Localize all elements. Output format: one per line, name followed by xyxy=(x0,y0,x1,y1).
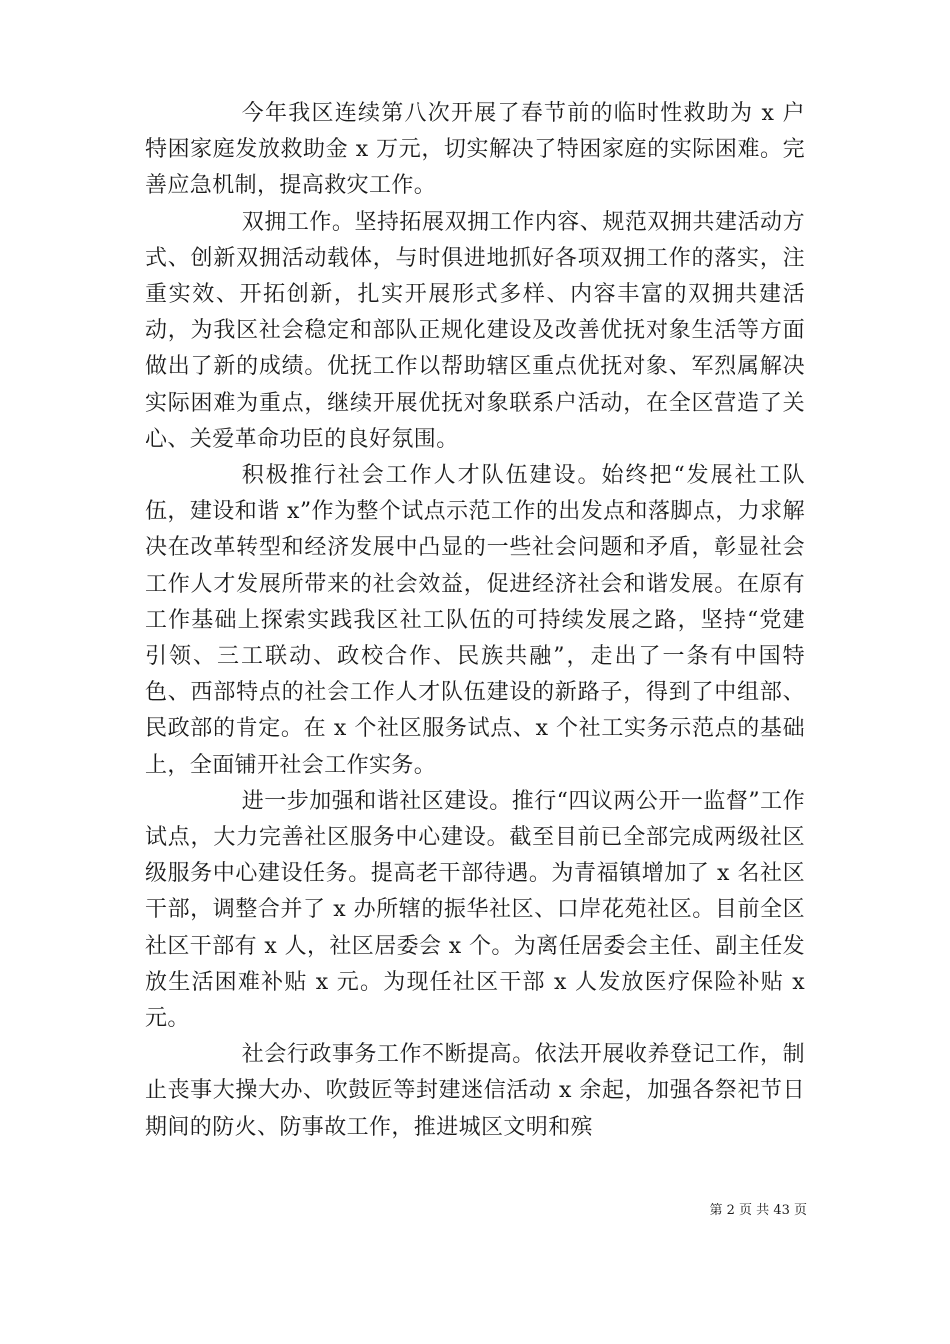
paragraph-relief: 今年我区连续第八次开展了春节前的临时性救助为 x 户特困家庭发放救助金 x 万元，切实解决了特困家庭的实际困难。完善应急机制，提高救灾工作。 xyxy=(145,101,805,199)
document-body xyxy=(145,96,805,1146)
paragraph-social-work: 积极推行社会工作人才队伍建设。始终把“发展社工队伍，建设和谐 x”作为整个试点示范工作的出发点和落脚点，力求解决在改革转型和经济发展中凸显的一些社会问题和矛盾，彰显社会工作人才发展所带来的社会效益，促进经济社会和谐发展。在原有工作基础上探索实践我区社工队伍的可持续发展之路，坚持“党建引领、三工联动、政校合作、民族共融”，走出了一条有中国特色、西部特点的社会工作人才队伍建设的新路子，得到了中组部、民政部的肯定。在 x 个社区服务试点、x 个社工实务示范点的基础上，全面铺开社会工作实务。 xyxy=(145,463,805,778)
paragraph-community: 进一步加强和谐社区建设。推行“四议两公开一监督”工作试点，大力完善社区服务中心建设。截至目前已全部完成两级社区级服务中心建设任务。提高老干部待遇。为青福镇增加了 x 名社区干部，调整合并了 x 办所辖的振华社区、口岸花苑社区。目前全区社区干部有 x 人，社区居委会 x 个。为离任居委会主任、副主任发放生活困难补贴 x 元。为现任社区干部 x 人发放医疗保险补贴 x 元。 xyxy=(145,788,805,1032)
paragraph-administration: 社会行政事务工作不断提高。依法开展收养登记工作，制止丧事大操大办、吹鼓匠等封建迷信活动 x 余起，加强各祭祀节日期间的防火、防事故工作，推进城区文明和殡 xyxy=(145,1042,805,1140)
page-number: 第 2 页 共 43 页 xyxy=(709,1203,807,1218)
paragraph-double-support: 双拥工作。坚持拓展双拥工作内容、规范双拥共建活动方式、创新双拥活动载体，与时俱进地抓好各项双拥工作的落实，注重实效、开拓创新，扎实开展形式多样、内容丰富的双拥共建活动，为我区社会稳定和部队正规化建设及改善优抚对象生活等方面做出了新的成绩。优抚工作以帮助辖区重点优抚对象、军烈属解决实际困难为重点，继续开展优抚对象联系户活动，在全区营造了关心、关爱革命功臣的良好氛围。 xyxy=(145,209,805,452)
